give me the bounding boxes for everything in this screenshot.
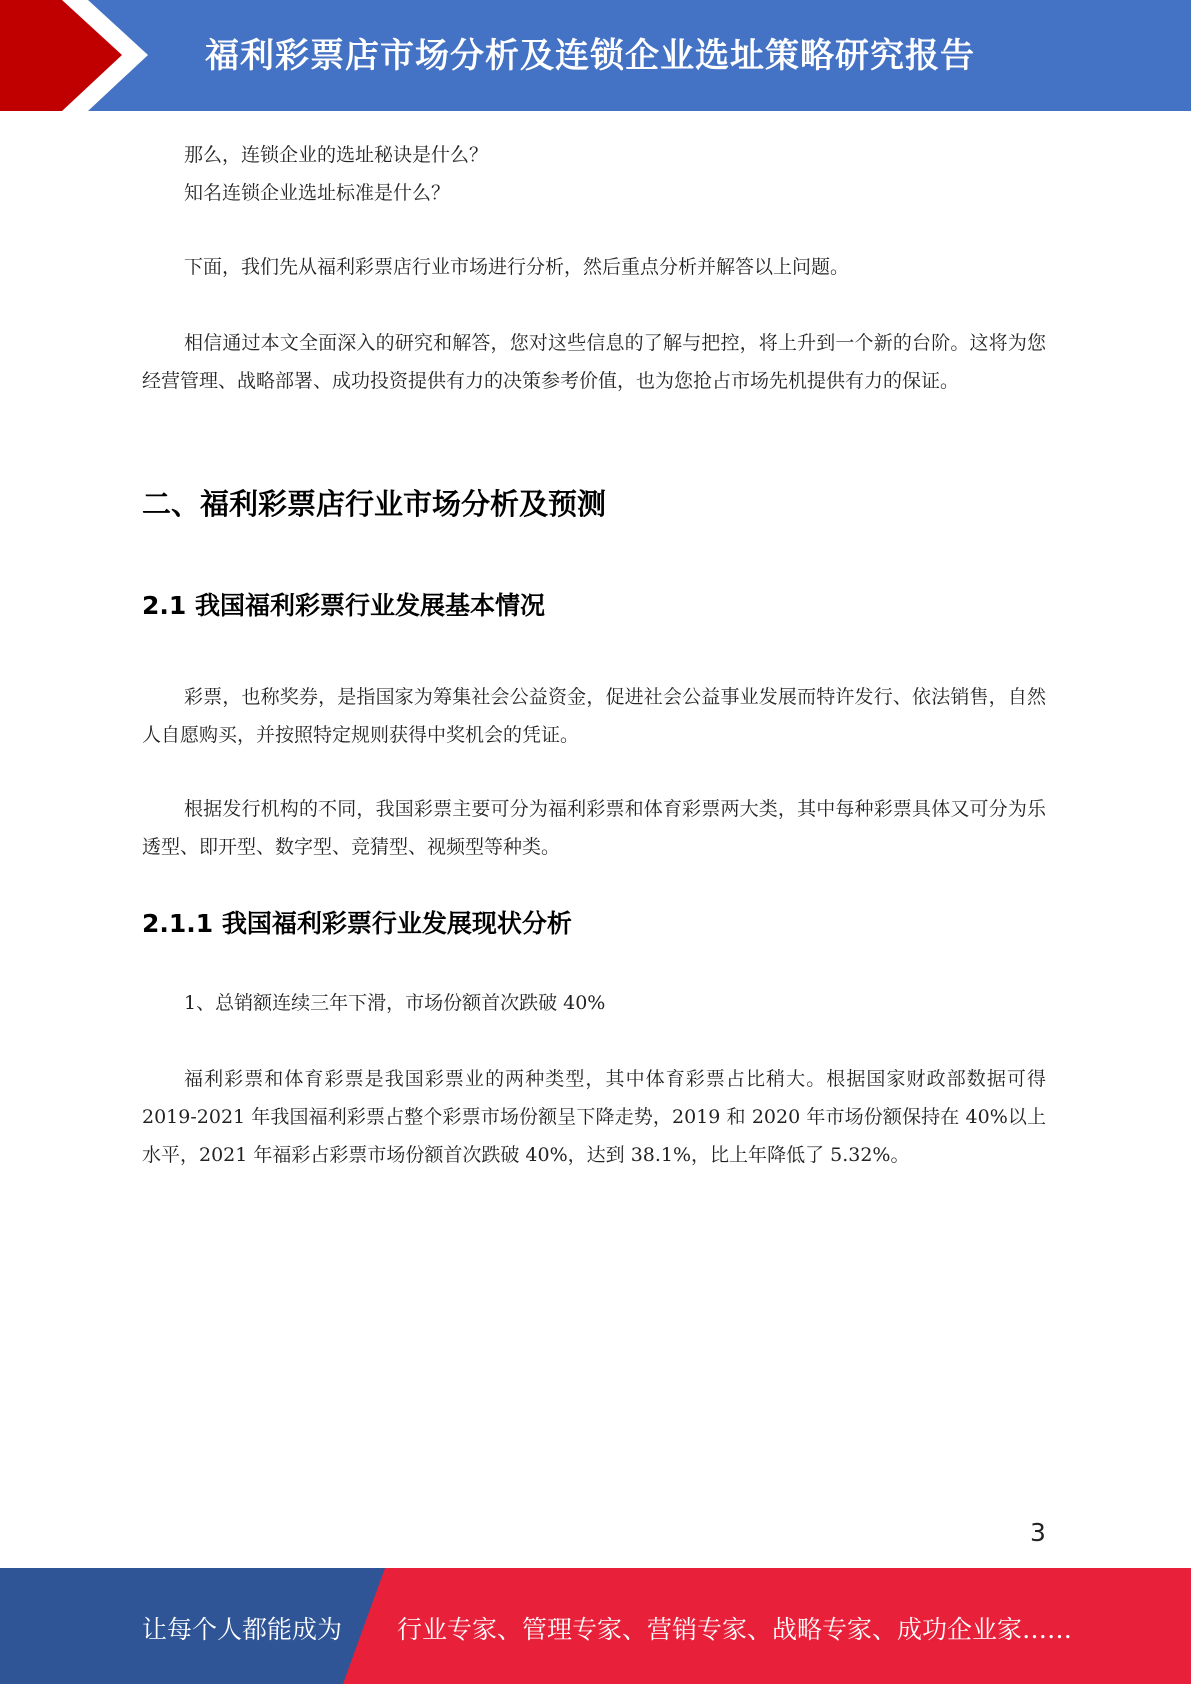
report-title: 福利彩票店市场分析及连锁企业选址策略研究报告 (205, 36, 975, 76)
question-1: 那么，连锁企业的选址秘诀是什么？ (184, 144, 489, 166)
page-header (0, 0, 1191, 111)
definition-paragraph: 彩票，也称奖券，是指国家为筹集社会公益资金，促进社会公益事业发展而特许发行、依法销售，自然人自愿购买，并按照特定规则获得中奖机会的凭证。 (142, 686, 1046, 746)
types-paragraph: 根据发行机构的不同，我国彩票主要可分为福利彩票和体育彩票两大类，其中每种彩票具体又可分为乐透型、即开型、数字型、竞猜型、视频型等种类。 (142, 798, 1046, 858)
value-paragraph: 相信通过本文全面深入的研究和解答，您对这些信息的了解与把控，将上升到一个新的台阶。这将为您经营管理、战略部署、成功投资提供有力的决策参考价值，也为您抢占市场先机提供有力的保证。 (142, 332, 1046, 392)
section-2-1-1-heading: 2.1.1 我国福利彩票行业发展现状分析 (142, 909, 572, 938)
question-2: 知名连锁企业选址标准是什么？ (184, 182, 451, 204)
footer-slogan-right: 行业专家、管理专家、营销专家、战略专家、成功企业家…… (397, 1615, 1073, 1644)
section-2-1-heading: 2.1 我国福利彩票行业发展基本情况 (142, 591, 545, 620)
section-2-heading: 二、福利彩票店行业市场分析及预测 (142, 487, 607, 521)
page-number: 3 (1030, 1518, 1046, 1547)
point-1: 1、总销额连续三年下滑，市场份额首次跌破 40% (184, 992, 606, 1014)
footer-slogan-left: 让每个人都能成为 (142, 1615, 343, 1644)
page-footer (0, 1568, 1191, 1684)
market-share-paragraph: 福利彩票和体育彩票是我国彩票业的两种类型，其中体育彩票占比稍大。根据国家财政部数据可得 2019-2021 年我国福利彩票占整个彩票市场份额呈下降走势，2019 和 2020 年市场份额保持在 40%以上水平，2021 年福彩占彩票市场份额首次跌破 40%，达到 38.1%，比上年降低了 5.32%。 (142, 1068, 1046, 1166)
intro-paragraph: 下面，我们先从福利彩票店行业市场进行分析，然后重点分析并解答以上问题。 (184, 256, 850, 278)
